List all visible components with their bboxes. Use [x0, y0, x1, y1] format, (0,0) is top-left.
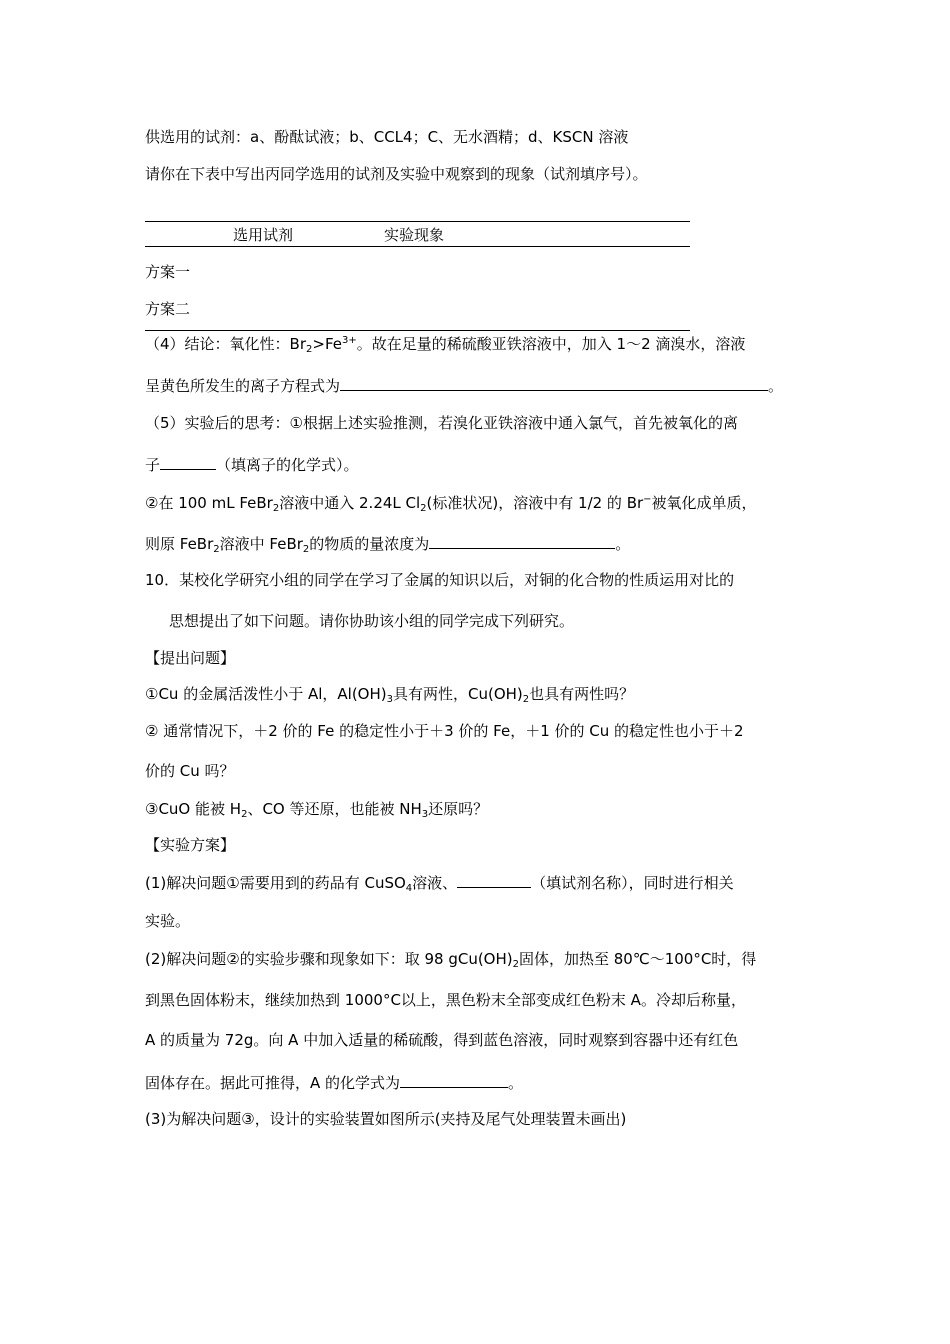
answer-blank[interactable]	[429, 533, 615, 549]
table-bottom-rule	[145, 330, 690, 331]
problem-2-line-1: ② 通常情况下，＋2 价的 Fe 的稳定性小于＋3 价的 Fe，＋1 价的 Cu 的稳定性也小于＋2	[145, 722, 744, 740]
answer-blank[interactable]	[340, 375, 768, 391]
step-1-line-2: 实验。	[145, 912, 191, 930]
heading-plan: 【实验方案】	[145, 836, 236, 854]
step-1-line-1: (1)解决问题①需要用到的药品有 CuSO$_4$溶液、 （填试剂名称），同时进行相关	[145, 874, 734, 894]
table-header-phenomenon: 实验现象	[384, 226, 445, 244]
q10-intro-line-2: 思想提出了如下问题。请你协助该小组的同学完成下列研究。	[169, 612, 575, 630]
table-row-plan-2: 方案二	[145, 300, 191, 318]
table-row-plan-1: 方案一	[145, 263, 191, 281]
q5-line-1: （5）实验后的思考：①根据上述实验推测，若溴化亚铁溶液中通入氯气，首先被氧化的离	[145, 414, 738, 432]
answer-blank[interactable]	[400, 1072, 508, 1088]
step-2-line-2: 到黑色固体粉末，继续加热到 1000°C以上，黑色粉末全部变成红色粉末 A。冷却后称量，	[145, 991, 746, 1009]
problem-1: ①Cu 的金属活泼性小于 Al，$Al(OH)_3$具有两性，$Cu(OH)_2$也具有两性吗？	[145, 685, 635, 705]
q5-line-4: 则原 FeBr$_2$溶液中 FeBr$_2$的物质的量浓度为 。	[145, 535, 631, 555]
answer-blank[interactable]	[160, 454, 216, 470]
answer-blank[interactable]	[457, 872, 531, 888]
q5-line-2: 子 （填离子的化学式）。	[145, 456, 359, 474]
reagents-line: 供选用的试剂：a、酚酞试液；b、CCL4；C、无水酒精；d、KSCN 溶液	[145, 128, 629, 146]
heading-problem: 【提出问题】	[145, 649, 236, 667]
step-2-line-4: 固体存在。据此可推得，A 的化学式为 。	[145, 1074, 524, 1092]
q5-line-3: ②在 100 mL FeBr$_2$溶液中通入 2.24L $Cl_2$(标准状况)，溶液中有 1/2 的 Br−被氧化成单质，	[145, 494, 757, 514]
q10-intro-line-1: 10．某校化学研究小组的同学在学习了金属的知识以后，对铜的化合物的性质运用对比的	[145, 571, 735, 589]
step-3-line: (3)为解决问题③，设计的实验装置如图所示(夹持及尾气处理装置未画出)	[145, 1110, 627, 1128]
table-top-rule	[145, 221, 690, 222]
step-2-line-1: (2)解决问题②的实验步骤和现象如下：取 98 $gCu(OH)_2$固体，加热至 80℃～100°C时，得	[145, 950, 757, 970]
problem-2-line-2: 价的 Cu 吗？	[145, 762, 235, 780]
problem-3: ③CuO 能被 $H_2$、CO 等还原，也能被 $NH_3$还原吗？	[145, 800, 489, 820]
instruction-line: 请你在下表中写出丙同学选用的试剂及实验中观察到的现象（试剂填序号）。	[145, 165, 648, 183]
table-header-rule	[145, 246, 690, 247]
q4-equation-line: 呈黄色所发生的离子方程式为 。	[145, 377, 784, 395]
step-2-line-3: A 的质量为 72g。向 A 中加入适量的稀硫酸，得到蓝色溶液，同时观察到容器中还有红色	[145, 1031, 739, 1049]
table-header-reagent: 选用试剂	[233, 226, 294, 244]
q4-conclusion-line: （4）结论：氧化性：$Br_2>Fe^{3+}$。故在足量的稀硫酸亚铁溶液中，加入 1～2 滴溴水，溶液	[145, 335, 746, 355]
